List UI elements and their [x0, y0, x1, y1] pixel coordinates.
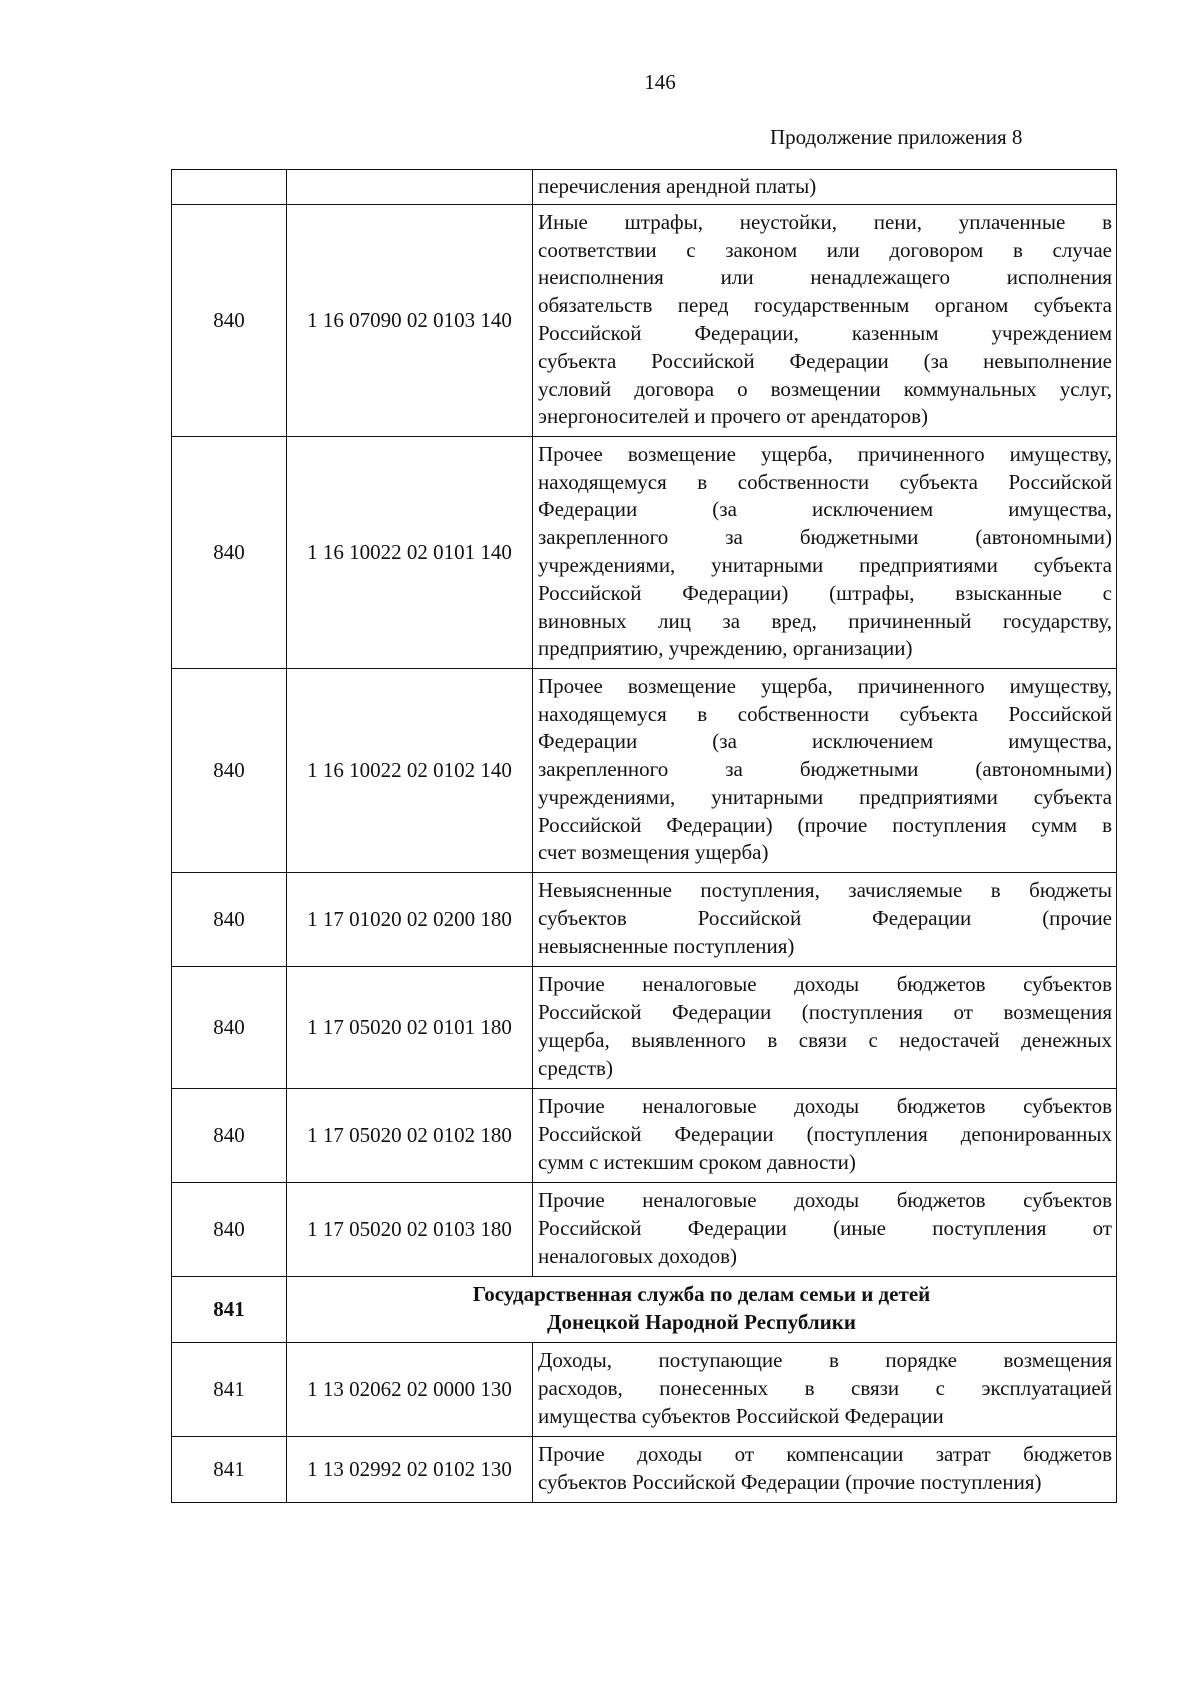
- table-row: [172, 205, 1117, 437]
- description-line: находящемуся в собственности субъекта Российской: [538, 701, 1112, 726]
- table-row: [172, 1183, 1117, 1277]
- revenue-description-cell: [533, 1183, 1117, 1277]
- description-line: Российской Федерации (поступления от возмещения: [538, 1000, 1112, 1025]
- description-line: Федерации (за исключением имущества,: [538, 497, 1112, 522]
- revenue-description-cell: [533, 1089, 1117, 1183]
- revenue-description-cell: [533, 205, 1117, 437]
- description-line: виновных лиц за вред, причиненный государству,: [538, 608, 1112, 633]
- budget-classification-code-cell: 1 17 01020 02 0200 180: [287, 873, 533, 967]
- admin-code-cell: 840: [172, 669, 287, 873]
- admin-code-cell: 840: [172, 1089, 287, 1183]
- section-admin-code: 841: [172, 1277, 287, 1343]
- description-line: Прочие неналоговые доходы бюджетов субъектов: [538, 972, 1112, 997]
- budget-classification-code-cell: 1 16 07090 02 0103 140: [287, 205, 533, 437]
- description-line: субъектов Российской Федерации (прочие: [538, 906, 1112, 931]
- description-line: Российской Федерации) (штрафы, взысканные с: [538, 580, 1112, 605]
- revenue-codes-table: [171, 169, 1117, 1503]
- revenue-description-cell: [533, 170, 1117, 205]
- budget-classification-code-cell: 1 17 05020 02 0103 180: [287, 1183, 533, 1277]
- admin-code-cell: 841: [172, 1343, 287, 1437]
- page-number: 146: [644, 70, 676, 94]
- revenue-description-cell: [533, 669, 1117, 873]
- admin-code-cell: 841: [172, 1437, 287, 1503]
- description-line: субъекта Российской Федерации (за невыполнение: [538, 348, 1112, 373]
- description-line: невыясненные поступления): [538, 933, 795, 958]
- description-line: Прочие неналоговые доходы бюджетов субъектов: [538, 1094, 1112, 1119]
- description-line: условий договора о возмещении коммунальных услуг,: [538, 376, 1112, 401]
- description-line: имущества субъектов Российской Федерации: [538, 1403, 944, 1428]
- section-title-line: Государственная служба по делам семьи и детей: [472, 1282, 931, 1307]
- table-row: [172, 967, 1117, 1089]
- description-line: Федерации (за исключением имущества,: [538, 729, 1112, 754]
- description-line: неисполнения или ненадлежащего исполнения: [538, 265, 1112, 290]
- description-line: перечисления арендной платы): [538, 173, 817, 198]
- description-line: счет возмещения ущерба): [538, 840, 769, 865]
- table-row: [172, 873, 1117, 967]
- budget-classification-code-cell: [287, 170, 533, 205]
- revenue-description-cell: [533, 1437, 1117, 1503]
- description-line: учреждениями, унитарными предприятиями субъекта: [538, 553, 1112, 577]
- admin-code-cell: 840: [172, 967, 287, 1089]
- budget-classification-code-cell: 1 17 05020 02 0102 180: [287, 1089, 533, 1183]
- table-row: [172, 1343, 1117, 1437]
- budget-classification-code-cell: 1 13 02992 02 0102 130: [287, 1437, 533, 1503]
- description-line: расходов, понесенных в связи с эксплуатацией: [538, 1376, 1112, 1401]
- table-row: [172, 437, 1117, 669]
- description-line: субъектов Российской Федерации (прочие поступления): [538, 1470, 1042, 1494]
- description-line: закрепленного за бюджетными (автономными): [538, 525, 1112, 550]
- description-line: Невыясненные поступления, зачисляемые в бюджеты: [538, 878, 1112, 903]
- budget-classification-code-cell: 1 16 10022 02 0102 140: [287, 669, 533, 873]
- table-row: [172, 1437, 1117, 1503]
- description-line: средств): [538, 1055, 613, 1080]
- appendix-continuation-heading: Продолжение приложения 8: [770, 125, 1023, 149]
- description-line: сумм с истекшим сроком давности): [538, 1149, 856, 1174]
- description-line: Иные штрафы, неустойки, пени, уплаченные в: [538, 209, 1112, 234]
- description-line: Российской Федерации, казенным учреждением: [538, 321, 1112, 345]
- admin-code-cell: 840: [172, 1183, 287, 1277]
- revenue-description-cell: [533, 967, 1117, 1089]
- revenue-description-cell: [533, 1343, 1117, 1437]
- table-row: [172, 669, 1117, 873]
- budget-classification-code-cell: 1 16 10022 02 0101 140: [287, 437, 533, 669]
- description-line: Доходы, поступающие в порядке возмещения: [538, 1348, 1112, 1373]
- section-title-line: Донецкой Народной Республики: [547, 1310, 856, 1334]
- table-row: [172, 1089, 1117, 1183]
- section-title: [287, 1277, 1117, 1343]
- description-line: Прочие неналоговые доходы бюджетов субъектов: [538, 1188, 1112, 1213]
- description-line: ущерба, выявленного в связи с недостачей денежных: [538, 1028, 1112, 1052]
- admin-code-cell: 840: [172, 873, 287, 967]
- revenue-description-cell: [533, 873, 1117, 967]
- budget-classification-code-cell: 1 17 05020 02 0101 180: [287, 967, 533, 1089]
- section-header-row: [172, 1277, 1117, 1343]
- admin-code-cell: 840: [172, 437, 287, 669]
- description-line: Прочие доходы от компенсации затрат бюджетов: [538, 1442, 1112, 1467]
- description-line: учреждениями, унитарными предприятиями субъекта: [538, 784, 1112, 809]
- revenue-description-cell: [533, 437, 1117, 669]
- description-line: предприятию, учреждению, организации): [538, 636, 913, 661]
- description-line: Российской Федерации) (прочие поступления сумм в: [538, 812, 1112, 837]
- description-line: Прочее возмещение ущерба, причиненного имуществу,: [538, 441, 1112, 466]
- table-row: [172, 170, 1117, 205]
- description-line: энергоносителей и прочего от арендаторов): [538, 404, 928, 429]
- description-line: соответствии с законом или договором в случае: [538, 237, 1112, 262]
- description-line: неналоговых доходов): [538, 1243, 737, 1268]
- budget-classification-code-cell: 1 13 02062 02 0000 130: [287, 1343, 533, 1437]
- admin-code-cell: 840: [172, 205, 287, 437]
- description-line: Российской Федерации (поступления депонированных: [538, 1122, 1112, 1147]
- admin-code-cell: [172, 170, 287, 205]
- description-line: обязательств перед государственным органом субъекта: [538, 293, 1112, 318]
- description-line: Российской Федерации (иные поступления от: [538, 1216, 1112, 1241]
- description-line: Прочее возмещение ущерба, причиненного имуществу,: [538, 673, 1112, 698]
- description-line: закрепленного за бюджетными (автономными): [538, 757, 1112, 782]
- description-line: находящемуся в собственности субъекта Российской: [538, 469, 1112, 494]
